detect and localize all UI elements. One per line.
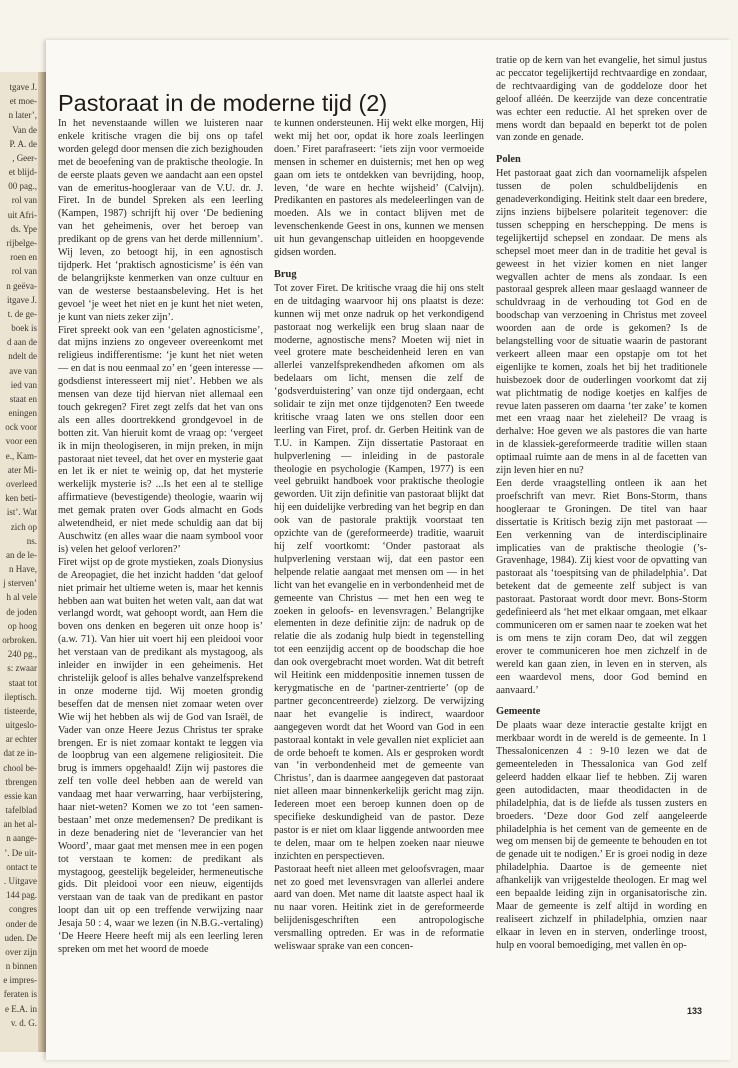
facing-page-text-fragment: h al vele	[6, 592, 37, 602]
facing-page-text-fragment: chool be-	[3, 763, 37, 773]
facing-page-text-fragment: d aan de	[7, 337, 37, 347]
facing-page-text-fragment: overleed	[6, 479, 37, 489]
facing-page-text-fragment: e., Kam-	[5, 451, 37, 461]
facing-page-text-fragment: et moe-	[9, 96, 37, 106]
facing-page-text-fragment: rol van	[11, 195, 37, 205]
facing-page-text-fragment: P. A. de	[9, 139, 37, 149]
facing-page-text-fragment: ontact te	[6, 862, 37, 872]
paragraph: Firet spreekt ook van een ‘gelaten agnosticisme’, dat mijns inziens zo ongeveer overeenkomt met religieus indifferentisme: ‘je kunt het niet weten — en dat is nou eenmaal zo’ en ‘geen interesse — godsdienst interesseert mij niet’. Hebben we als mensen van deze tijd hiervan niet allemaal een touch gekregen? Firet zegt zelfs dat het van ons als een alles doortrekkend grondgevoel in de botten zit. Van hieruit komt de vraag op: ‘vergeet ik in mijn theologiseren, in mijn preken, in mijn pastoraat niet teveel, dat het over en mysterie gaat en let ik er niet te weinig op, dat het mysterie werkelijk mysterie is? ...Is het een al te stellige affirmatieve (bevestigende) theologie, waarin wij met gemak praten over Gods almacht en Gods alwetendheid, er niet mede schuldig aan dat bij Auschwitz (en alles waar die naam symbool voor is) velen het geloof verloren?’	[58, 324, 263, 555]
facing-page-text-fragment: e impres-	[3, 975, 37, 985]
paragraph: te kunnen ondersteunen. Hij wekt elke morgen, Hij wekt mij het oor, opdat ik hore zoals leerlingen doen.’ Firet parafraseert: ‘iets zijn voor vermoeide mensen in schemer en duisternis; met hen op weg gaan om iets te ontdekken van bevrijding, hoop, leven, ‘de ware en hechte wijsheid’ (Calvijn). Predikanten en pastores als medeleerlingen van de moeden. Als we in contact blijven met de levenschenkende Geest in ons, kunnen we mensen uit hun gevangenschap uitleiden en hoopgevende gidsen worden.	[274, 118, 484, 259]
facing-page-text-fragment: staat tot	[8, 678, 37, 688]
paragraph: tratie op de kern van het evangelie, het simul justus ac peccator tegelijkertijd rechtvaardige en zondaar, de rechtvaardiging van de goddeloze door het geloof alléén. De keerzijde van deze concentratie was echter een reductie. Al het spreken over de mens wordt dan bepaald en beperkt tot de polen van zonde en genade.	[496, 55, 707, 144]
facing-page-text-fragment: de joden	[6, 607, 37, 617]
facing-page-text-fragment: congres	[9, 904, 37, 914]
facing-page-text-fragment: orbroken.	[2, 635, 37, 645]
facing-page-text-fragment: rol van	[11, 266, 37, 276]
facing-page-text-fragment: tisteerde,	[4, 706, 37, 716]
paragraph: Een derde vraagstelling ontleen ik aan het proefschrift van mevr. Riet Bons-Storm, thans hoogleraar te Groningen. De titel van haar dissertatie is Kritisch bezig zijn met pastoraat — Een verkenning van de interdisciplinaire implicaties van de praktische theologie (’s-Gravenhage, 1984). Zij kiest voor de opvatting van pastoraat als ‘toespitsing van de philadelphia’. Dat betekent dat de gemeente zelf subject is van pastoraat. Pastoraat wordt door mevr. Bons-Storm gedefinieerd als ‘het met elkaar omgaan, met elkaar communiceren om er samen naar te zoeken wat het is om mens te zijn coram Deo, dat wil zeggen erover te communiceren hoe men zichzelf in de wereld kan gaan zien, in leven en in sterven, als een waardevol mens, door God bemind en aanvaard.’	[496, 478, 707, 696]
page-number: 133	[687, 1006, 703, 1016]
facing-page-text-fragment: , Geer-	[12, 153, 37, 163]
facing-page-text-fragment: j sterven’	[3, 578, 37, 588]
facing-page-text-fragment: uit Afri-	[7, 210, 37, 220]
facing-page-text-fragment: essie kan	[4, 791, 37, 801]
paragraph: Firet wijst op de grote mystieken, zoals Dionysius de Areopagiet, die het inzicht hadden ‘dat geloof niet primair het ultieme weten is, maar het kennis hebben aan wat buiten het weten valt, aan dat wat verlangd wordt, wat gehoopt wordt, aan Hem die boven ons denken en begeren uit onze hoop is’ (a.w. 71). Van hier uit voert hij een pleidooi voor het verstaan van de predikant als mystagoog, als inleider en inwijder in een geheimenis. Het christelijk geloof is alles behalve vanzelfsprekend in onze moderne tijd. Wij moeten grondig beseffen dat de mensen niet zomaar weten over Wie wij het hebben als wij de God van Israël, de Vader van onze Heere Jezus Christus ter sprake brengen. Er is niet zomaar kontakt te leggen via de loopbrug van een algemene religiositeit. Die brug is immers opgehaald! Zijn wij pastores die zelf ten volle deel hebben aan de wereld van vandaag met haar verwarring, haar verbijstering, haar niet-weten? Komen we zo tot ‘een samen-bestaan’ met onze medemensen? De predikant is in deze benadering niet de ‘leverancier van het Woord’, maar gaat met mensen mee in een pogen tot verstaan te komen: de predikant als mystagoog, geestelijk begeleider, hermeneutische gids. Dit pleidooi voor een nieuw, eigentijds verstaan van de taak van de predikant en pastor loopt dan uit op een treffende verwijzing naar Jesaja 50 : 4, waar we lezen (in N.B.G.-vertaling) ‘De Heere Heere heeft mij als een leerling leren spreken om met het woord de moede	[58, 556, 263, 955]
facing-page-text-fragment: ’. De uit-	[4, 848, 37, 858]
facing-page-text-fragment: 00 pag.,	[8, 181, 37, 191]
facing-page-text-fragment: over zijn	[5, 947, 37, 957]
facing-page-text-fragment: zich op	[10, 522, 37, 532]
facing-page-text-fragment: ater Mi-	[7, 465, 37, 475]
facing-page-text-fragment: n geëva-	[6, 281, 37, 291]
facing-page-text-fragment: 240 pg.,	[7, 649, 37, 659]
facing-page-text-fragment: an het al-	[3, 819, 37, 829]
facing-page-text-fragment: ock voor	[5, 422, 37, 432]
facing-page-text-fragment: tafelblad	[5, 805, 37, 815]
section-heading-gemeente: Gemeente	[496, 706, 541, 718]
column-2	[274, 118, 484, 1053]
article-title: Pastoraat in de moderne tijd (2)	[58, 90, 388, 116]
facing-page-text-fragment: Van de	[12, 125, 37, 135]
facing-page-text-fragment: rijbelge-	[6, 238, 37, 248]
paragraph: Pastoraat heeft niet alleen met geloofsvragen, maar net zo goed met levensvragen van allerlei andere aard van doen. Met name dit laatste aspect haal ik nu naar voren. Heitink ziet in de gereformeerde belijdenisgeschriften een antropologische versmalling optreden. Er was in de reformatie weliswaar sprake van een concen-	[274, 863, 484, 953]
facing-page-text-fragment: v. d. G.	[10, 1018, 37, 1028]
facing-page-text-fragment: ndelt de	[8, 351, 37, 361]
paragraph: Het pastoraat gaat zich dan voornamelijk afspelen tussen de polen schuldbelijdenis en genadeverkondiging. Heitink stelt daar een bredere, zijns inziens bijbelsere polariteit tegenover: die tussen schepping en herschepping. De mens is tegelijkertijd schepsel en zondaar. De mens als schepsel moet meer dan in de traditie het geval is geweest in het vizier komen en niet langer wegvallen achter de mens als zondaar. Is een pastoraal gesprek alleen maar geslaagd wanneer de schuldvraag in de verhouding tot God en de boodschap van verzoening in Christus met zoveel woorden aan de orde is gekomen? Is de belangstelling voor de situatie waarin de pastorant verkeert alleen maar een opstapje om tot het eigenlijke te komen, zoals het bij het traditionele huisbezoek door de ouderlingen voorkomt dat zij wat plichtmatig de nodige koetjes en kalfjes de revue laten passeren om daarna ‘ter zake’ te komen met een vraag naar het zieleheil? De vraag is derhalve: Hoe geven we als pastores die van harte in de klassiek-gereformeerde traditie willen staan optimaal ruimte aan de mens in al de facetten van zijn leven hier en nu?	[496, 168, 707, 477]
section-heading-brug: Brug	[274, 268, 297, 280]
facing-page-text-fragment: tgave J.	[9, 82, 37, 92]
facing-page-text-fragment: ds. Ype	[10, 224, 37, 234]
facing-page-text-fragment: dat ze in-	[3, 748, 37, 758]
facing-page-text-fragment: staat en	[9, 394, 37, 404]
facing-page-text-fragment: boek is	[11, 323, 37, 333]
section-heading-polen: Polen	[496, 154, 521, 166]
column-3	[496, 55, 707, 1050]
facing-page-text-fragment: an de le-	[6, 550, 37, 560]
facing-page-text-fragment: ave van	[9, 366, 37, 376]
facing-page-text-fragment: uitgeslo-	[5, 720, 37, 730]
facing-page-text-fragment: ns.	[26, 536, 37, 546]
facing-page-text-fragment: et blijd-	[8, 167, 37, 177]
facing-page-text-fragment: e E.A. in	[5, 1004, 37, 1014]
facing-page-text-fragment: itgave J.	[7, 295, 37, 305]
paragraph: In het nevenstaande willen we luisteren naar enkele kritische vragen die bij ons op tafel worden gelegd door mensen die zich bezighouden met de beoefening van de praktische theologie. In de eerste plaats geven we aandacht aan een opstel van de emeritus-hoogleraar van de V.U. dr. J. Firet. In de bundel Spreken als een leerling (Kampen, 1987) schrijft hij over ‘De bediening van het geheimenis, over het beroep van predikant op de grens van het derde millennium’. Wij leven, zo betoogt hij, in een agnostisch tijdperk. Het ‘praktisch agnosticisme’ is één van de belangrijkste kenmerken van onze cultuur en van de westerse bestaansbeleving. Het is het gevoel ‘je weet het niet en je kunt het niet weten, je kunt van niets zeker zijn’.	[58, 118, 263, 323]
facing-page-text-fragment: eningen	[8, 408, 37, 418]
paragraph: De plaats waar deze interactie gestalte krijgt en merkbaar wordt in de wereld is de gemeente. In 1 Thessalonicenzen 4 : 9-10 lezen we dat de gemeenteleden in Thessalonica van God zelf geleerd hadden elkaar lief te hebben. Zij waren geen autodidacten, maar theodidacten in de philadelphia, dat is de liefde als tussen zusters en broeders. ‘Deze door God zelf aangeleerde philadelphia is het cement van de gemeente en de weg om mensen bij de gemeente te behouden en tot de genade uit te nodigen.’ Er is groei nodig in deze philadelphia. Daartoe is de gemeente niet afhankelijk van vrijgestelde theologen. Er mag wel een bepaalde leiding zijn in organisatorische zin. Maar de gemeente is zelf altijd in wording en realiseert zichzelf in philadelphia, omzien naar elkaar in leven en in sterven, onderlinge troost, hulp en vooral bemoediging, met vallen èn op-	[496, 720, 707, 951]
facing-page-text-fragment: t. de ge-	[7, 309, 37, 319]
facing-page-text-fragment: ied van	[10, 380, 37, 390]
facing-page-text-fragment: 144 pag.	[6, 890, 37, 900]
facing-page-text-fragment: n aange-	[6, 833, 37, 843]
facing-page-text-fragment: tbrengen	[5, 777, 37, 787]
facing-page-text-fragment: n Have,	[9, 564, 37, 574]
facing-page-text-fragment: roen en	[10, 252, 37, 262]
facing-page-text-fragment: n later’,	[8, 110, 37, 120]
paragraph: Tot zover Firet. De kritische vraag die hij ons stelt en de uitdaging waarvoor hij ons plaatst is deze: kunnen wij met onze nadruk op het verkondigend pastoraat nog werkelijk een brug slaan naar de moderne, agnostische mens? Moeten wij niet in veel grotere mate bescheidenheid leren en van allerlei vanzelfsprekendheden afkomen om als bedelaars om licht, mensen die zelf de ‘godsverduistering’ van onze tijd ondergaan, echt solidair te zijn met onze tijdgenoten? Een tweede kritische vraag laten we ons stellen door een leerling van Firet, prof. dr. Gerben Heitink van de T.U. in Kampen. Zijn dissertatie Pastoraat en hulpverlening — inleiding in de pastorale theologie en psychologie (Kampen, 1977) is een veel gebruikt handboek voor praktische theologie geworden. Uit zijn definitie van pastoraat blijkt dat hij een duidelijke verbreding van het begrip en dan ook van de pastorale praktijk voorstaat ten opzichte van de (gereformeerde) traditie, waaruit hij zelf voortkomt: ‘Onder pastoraat als hulpverlening verstaan wij, dat een pastor een helpende relatie aangaat met mensen om — in het licht van het evangelie en in verbondenheid met de gemeente van Christus — met hen een weg te zoeken in geloofs- en levensvragen.’ Belangrijke elementen in deze definitie zijn: de nadruk op de relatie die als zodanig hulp biedt in tegenstelling tot een eenzijdig accent op de boodschap die hoe dan ook overgebracht moet worden. Wat dit betreft wil Heitink een middenpositie innemen tussen de kerygmatische en de ‘partner-zentrierte’ (op de partner geconcentreerde) zielzorg. De verwijzing naar het evangelie is indirect, waardoor aangegeven wordt dat het Woord van God in een pastoraal kontakt in vele gevallen niet expliciet aan de orde behoeft te komen. Als er gesproken wordt van ‘in verbondenheid met de gemeente van Christus’, dan is daarmee aangegeven dat pastoraat niet alleen maar binnenkerkelijk gericht mag zijn. Iedereen moet een beroep kunnen doen op de specifieke deskundigheid van de pastor. Deze pastor is er niet om klaar liggende antwoorden mee te delen, maar om te helpen zoeken naar nieuwe inzichten en perspectieven.	[274, 282, 484, 862]
facing-page-edge	[0, 72, 46, 1052]
facing-page-text-fragment: uden. De	[4, 933, 37, 943]
page-gutter	[38, 72, 46, 1052]
facing-page-text-fragment: ar echter	[5, 734, 37, 744]
facing-page-text-fragment: op hoog	[7, 621, 37, 631]
facing-page-text-fragment: voor een	[5, 436, 37, 446]
facing-page-text-fragment: ileptisch.	[4, 692, 37, 702]
facing-page-text-fragment: feraten is	[3, 989, 37, 999]
column-1	[58, 118, 263, 1053]
facing-page-text-fragment: ist’. Wat	[6, 507, 37, 517]
facing-page-text-fragment: n binnen	[5, 961, 37, 971]
facing-page-text-fragment: . Uitgave	[4, 876, 37, 886]
facing-page-text-fragment: onder de	[5, 919, 37, 929]
facing-page-text-fragment: s: zwaar	[7, 663, 37, 673]
facing-page-text-fragment: ken beti-	[5, 493, 37, 503]
